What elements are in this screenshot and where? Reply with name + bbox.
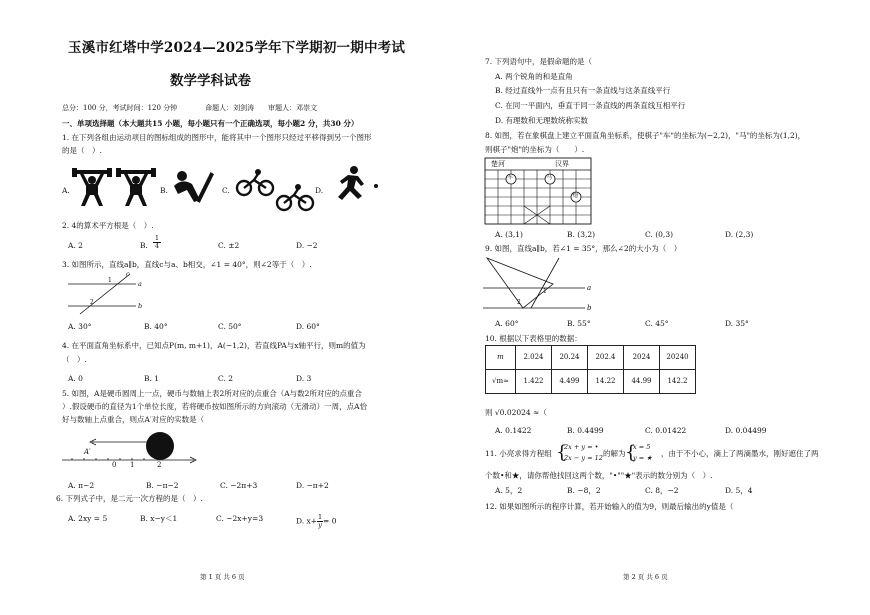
q11-eq1: 2x + y = • — [564, 443, 599, 451]
table-cell: √m≈ — [486, 370, 516, 394]
q6-option-a: A. 2xy = 5 — [68, 514, 108, 523]
q8-piece-ma: 马 — [546, 175, 553, 181]
q4-option-d: D. 3 — [296, 374, 312, 383]
table-cell: 142.2 — [660, 370, 696, 394]
q2-option-a: A. 2 — [68, 241, 83, 250]
q6-stem: 6. 下列式子中，是二元一次方程的是（ ）. — [56, 494, 203, 503]
q11-brace-1: { — [556, 442, 568, 463]
q5-stem-line2: ）.假设硬币的直径为1个单位长度，若将硬币按如图所示的方向滚动（无滑动）一周，点A恰 — [62, 402, 368, 411]
q8-option-d: D. (2,3) — [725, 230, 754, 239]
q11-sol2: y = ★ — [633, 454, 653, 462]
q3-option-c: C. 50° — [218, 322, 242, 331]
q11-stem-prefix: 11. 小亮求得方程组 — [485, 449, 552, 458]
exam-title: 玉溪市红塔中学2024—2025学年下学期初一期中考试 — [68, 40, 406, 56]
q11-eq2: 2x − y = 12 — [564, 454, 603, 462]
q8-piece-pao: 炮 — [572, 193, 579, 199]
q11-brace-2: { — [625, 442, 637, 463]
runner-icon — [330, 166, 380, 202]
q11-option-b: B. −8，2 — [567, 486, 601, 495]
q11-option-d: D. 5，4 — [725, 486, 753, 495]
table-cell: 44.99 — [624, 370, 660, 394]
q10-option-d: D. 0.04499 — [725, 426, 767, 435]
q3-angle-1: 1 — [108, 277, 112, 284]
q10-stem: 10. 根据以下表格里的数据： — [485, 334, 582, 343]
table-cell: 14.22 — [588, 370, 624, 394]
cyclist-icon-pair — [236, 170, 316, 212]
q7-stem: 7. 下列语句中，是假命题的是（ — [485, 57, 593, 66]
q3-angle-2: 2 — [90, 299, 94, 306]
q10-option-b: B. 0.4499 — [567, 426, 604, 435]
q5-label-aprime: A′ — [84, 448, 91, 456]
q9-option-c: C. 45° — [645, 319, 669, 328]
q8-stem-line1: 8. 如图，若在象棋盘上建立平面直角坐标系，使棋子"车"的坐标为(−2,2)，"马"的坐标为(1,2)， — [485, 131, 806, 140]
table-row — [486, 346, 696, 370]
q10-option-c: C. 0.01422 — [645, 426, 687, 435]
q9-option-b: B. 55° — [567, 319, 591, 328]
q3-label-b: b — [138, 302, 143, 310]
left-page-footer: 第 1 页 共 6 页 — [200, 573, 245, 581]
q9-option-d: D. 35° — [725, 319, 749, 328]
q1-option-b-label: B. — [160, 186, 168, 195]
q5-stem-line3: 好与数轴上点重合，则点A′对应的实数是（ — [62, 415, 205, 424]
q8-option-a: A. (3,1) — [495, 230, 523, 239]
q5-tick-1: 1 — [130, 461, 135, 469]
q2-option-b-fraction — [153, 235, 161, 250]
q8-option-b: B. (3,2) — [567, 230, 596, 239]
rower-icon-pair — [172, 170, 220, 206]
q12-stem: 12. 如果如图所示的程序计算，若开始输入的值为9，则最后输出的y值是（ — [485, 502, 734, 511]
q8-piece-ju: 车 — [507, 175, 514, 181]
q9-label-b: b — [587, 304, 592, 312]
q4-stem-line2: （ ）. — [62, 355, 87, 364]
q8-stem-line2: 则棋子"炮"的坐标为（ ）. — [485, 145, 585, 154]
table-cell: 1.422 — [516, 370, 552, 394]
q4-option-a: A. 0 — [68, 374, 83, 383]
table-cell: 4.499 — [552, 370, 588, 394]
q11-stem-line2: 个数•和★，请你帮他找回这两个数，"•""★"表示的数分别为（ ）. — [485, 471, 713, 480]
q1-option-c-label: C. — [222, 186, 230, 195]
q9-triangle-figure — [483, 254, 593, 316]
q4-stem: 4. 在平面直角坐标系中，已知点P(m, m+1)，A(−1,2)，若直线PA与x轴平行，则m的值为 — [62, 341, 366, 350]
exam-info: 总分：100 分，考试时间：120 分钟 命题人：刘剑涛 审题人：邓崇文 — [62, 104, 318, 112]
q8-option-c: C. (0,3) — [645, 230, 674, 239]
q2-option-c: C. ±2 — [218, 241, 240, 250]
q9-option-a: A. 60° — [495, 319, 519, 328]
q3-option-a: A. 30° — [68, 322, 92, 331]
q11-stem-mid: 的解为 — [603, 449, 626, 458]
right-page — [435, 0, 870, 615]
q11-option-a: A. 5，2 — [495, 486, 523, 495]
q3-option-d: D. 60° — [296, 322, 320, 331]
q2-option-d: D. −2 — [296, 241, 318, 250]
q7-option-a: A. 两个锐角的和是直角 — [495, 72, 573, 81]
table-cell: 2.024 — [516, 346, 552, 370]
q3-option-b: B. 40° — [144, 322, 168, 331]
q6-option-d — [296, 514, 336, 529]
q6-option-c: C. −2x+y=3 — [216, 514, 264, 523]
q7-option-b: B. 经过直线外一点有且只有一条直线与这条直线平行 — [495, 86, 671, 95]
table-cell: 2024 — [624, 346, 660, 370]
q1-option-d-label: D. — [315, 186, 324, 195]
q3-label-c: c — [126, 270, 130, 278]
q5-option-b: B. −π−2 — [146, 481, 179, 490]
q11-sol1: x = 5 — [633, 443, 651, 451]
q5-option-d: D. −π+2 — [296, 481, 329, 490]
q2-fraction-denominator: 4 — [154, 242, 160, 251]
q10-ask: 则 √0.02024 ≈（ — [485, 408, 547, 417]
q5-stem-line1: 5. 如图，A是硬币圆周上一点，硬币与数轴上表2所对应的点重合（A与数2所对应的点重合 — [62, 389, 362, 398]
q6-fraction-denominator: y — [318, 521, 322, 530]
q6-fraction-numerator: 1 — [317, 513, 323, 521]
q3-stem: 3. 如图所示，直线a∥b，直线c与a、b相交，∠1 = 40°，则∠2等于（ ）. — [62, 260, 312, 269]
q1-option-a-label: A. — [62, 186, 70, 195]
section-1-heading: 一、单项选择题（本大题共15 小题，每小题只有一个正确选项，每小题2 分，共30 分） — [62, 119, 359, 128]
q6-option-d-prefix: D. x+ — [296, 516, 318, 526]
q1-stem-line1: 1. 在下列各组由运动项目的图标组成的图形中，能将其中一个图形只经过平移得到另一个图形 — [62, 133, 372, 142]
q5-tick-0: 0 — [112, 461, 117, 469]
right-page-footer: 第 2 页 共 6 页 — [623, 573, 668, 581]
q9-angle-1: 1 — [543, 288, 547, 295]
q6-option-b: B. x−y＜1 — [140, 514, 178, 523]
q2-fraction-numerator: 1 — [154, 234, 160, 242]
q7-option-d: D. 有理数和无理数统称实数 — [495, 116, 589, 125]
exam-subtitle: 数学学科试卷 — [170, 73, 251, 89]
table-row — [486, 370, 696, 394]
q9-angle-2: 2 — [517, 299, 521, 306]
q8-label-chuhe: 楚河 — [491, 160, 505, 168]
q2-option-b: B. — [140, 241, 148, 250]
q5-option-a: A. π−2 — [68, 481, 95, 490]
q1-stem-line2: 的是（ ）. — [62, 146, 102, 155]
q10-table — [485, 345, 696, 394]
q11-option-c: C. 8，−2 — [645, 486, 679, 495]
q4-option-c: C. 2 — [218, 374, 234, 383]
q5-option-c: C. −2π+3 — [220, 481, 258, 490]
table-cell: 20.24 — [552, 346, 588, 370]
table-cell: m — [486, 346, 516, 370]
q10-option-a: A. 0.1422 — [495, 426, 532, 435]
table-cell: 20240 — [660, 346, 696, 370]
q9-label-a: a — [587, 284, 592, 292]
weightlifter-icon-pair — [72, 168, 157, 208]
q2-stem: 2. 4的算术平方根是（ ）. — [62, 221, 154, 230]
q5-tick-2: 2 — [157, 461, 162, 469]
q9-stem: 9. 如图，直线a∥b，若∠1 = 35°，那么∠2的大小为（ ） — [485, 244, 682, 253]
q7-option-c: C. 在同一平面内，垂直于同一条直线的两条直线互相平行 — [495, 101, 686, 110]
q4-option-b: B. 1 — [144, 374, 160, 383]
q8-label-hanjie: 汉界 — [555, 160, 569, 168]
q3-label-a: a — [138, 280, 142, 288]
q11-stem-post: ，由于不小心，滴上了两滴墨水，刚好遮住了两 — [661, 449, 819, 458]
table-cell: 202.4 — [588, 346, 624, 370]
q6-option-d-suffix: = 0 — [323, 516, 337, 526]
